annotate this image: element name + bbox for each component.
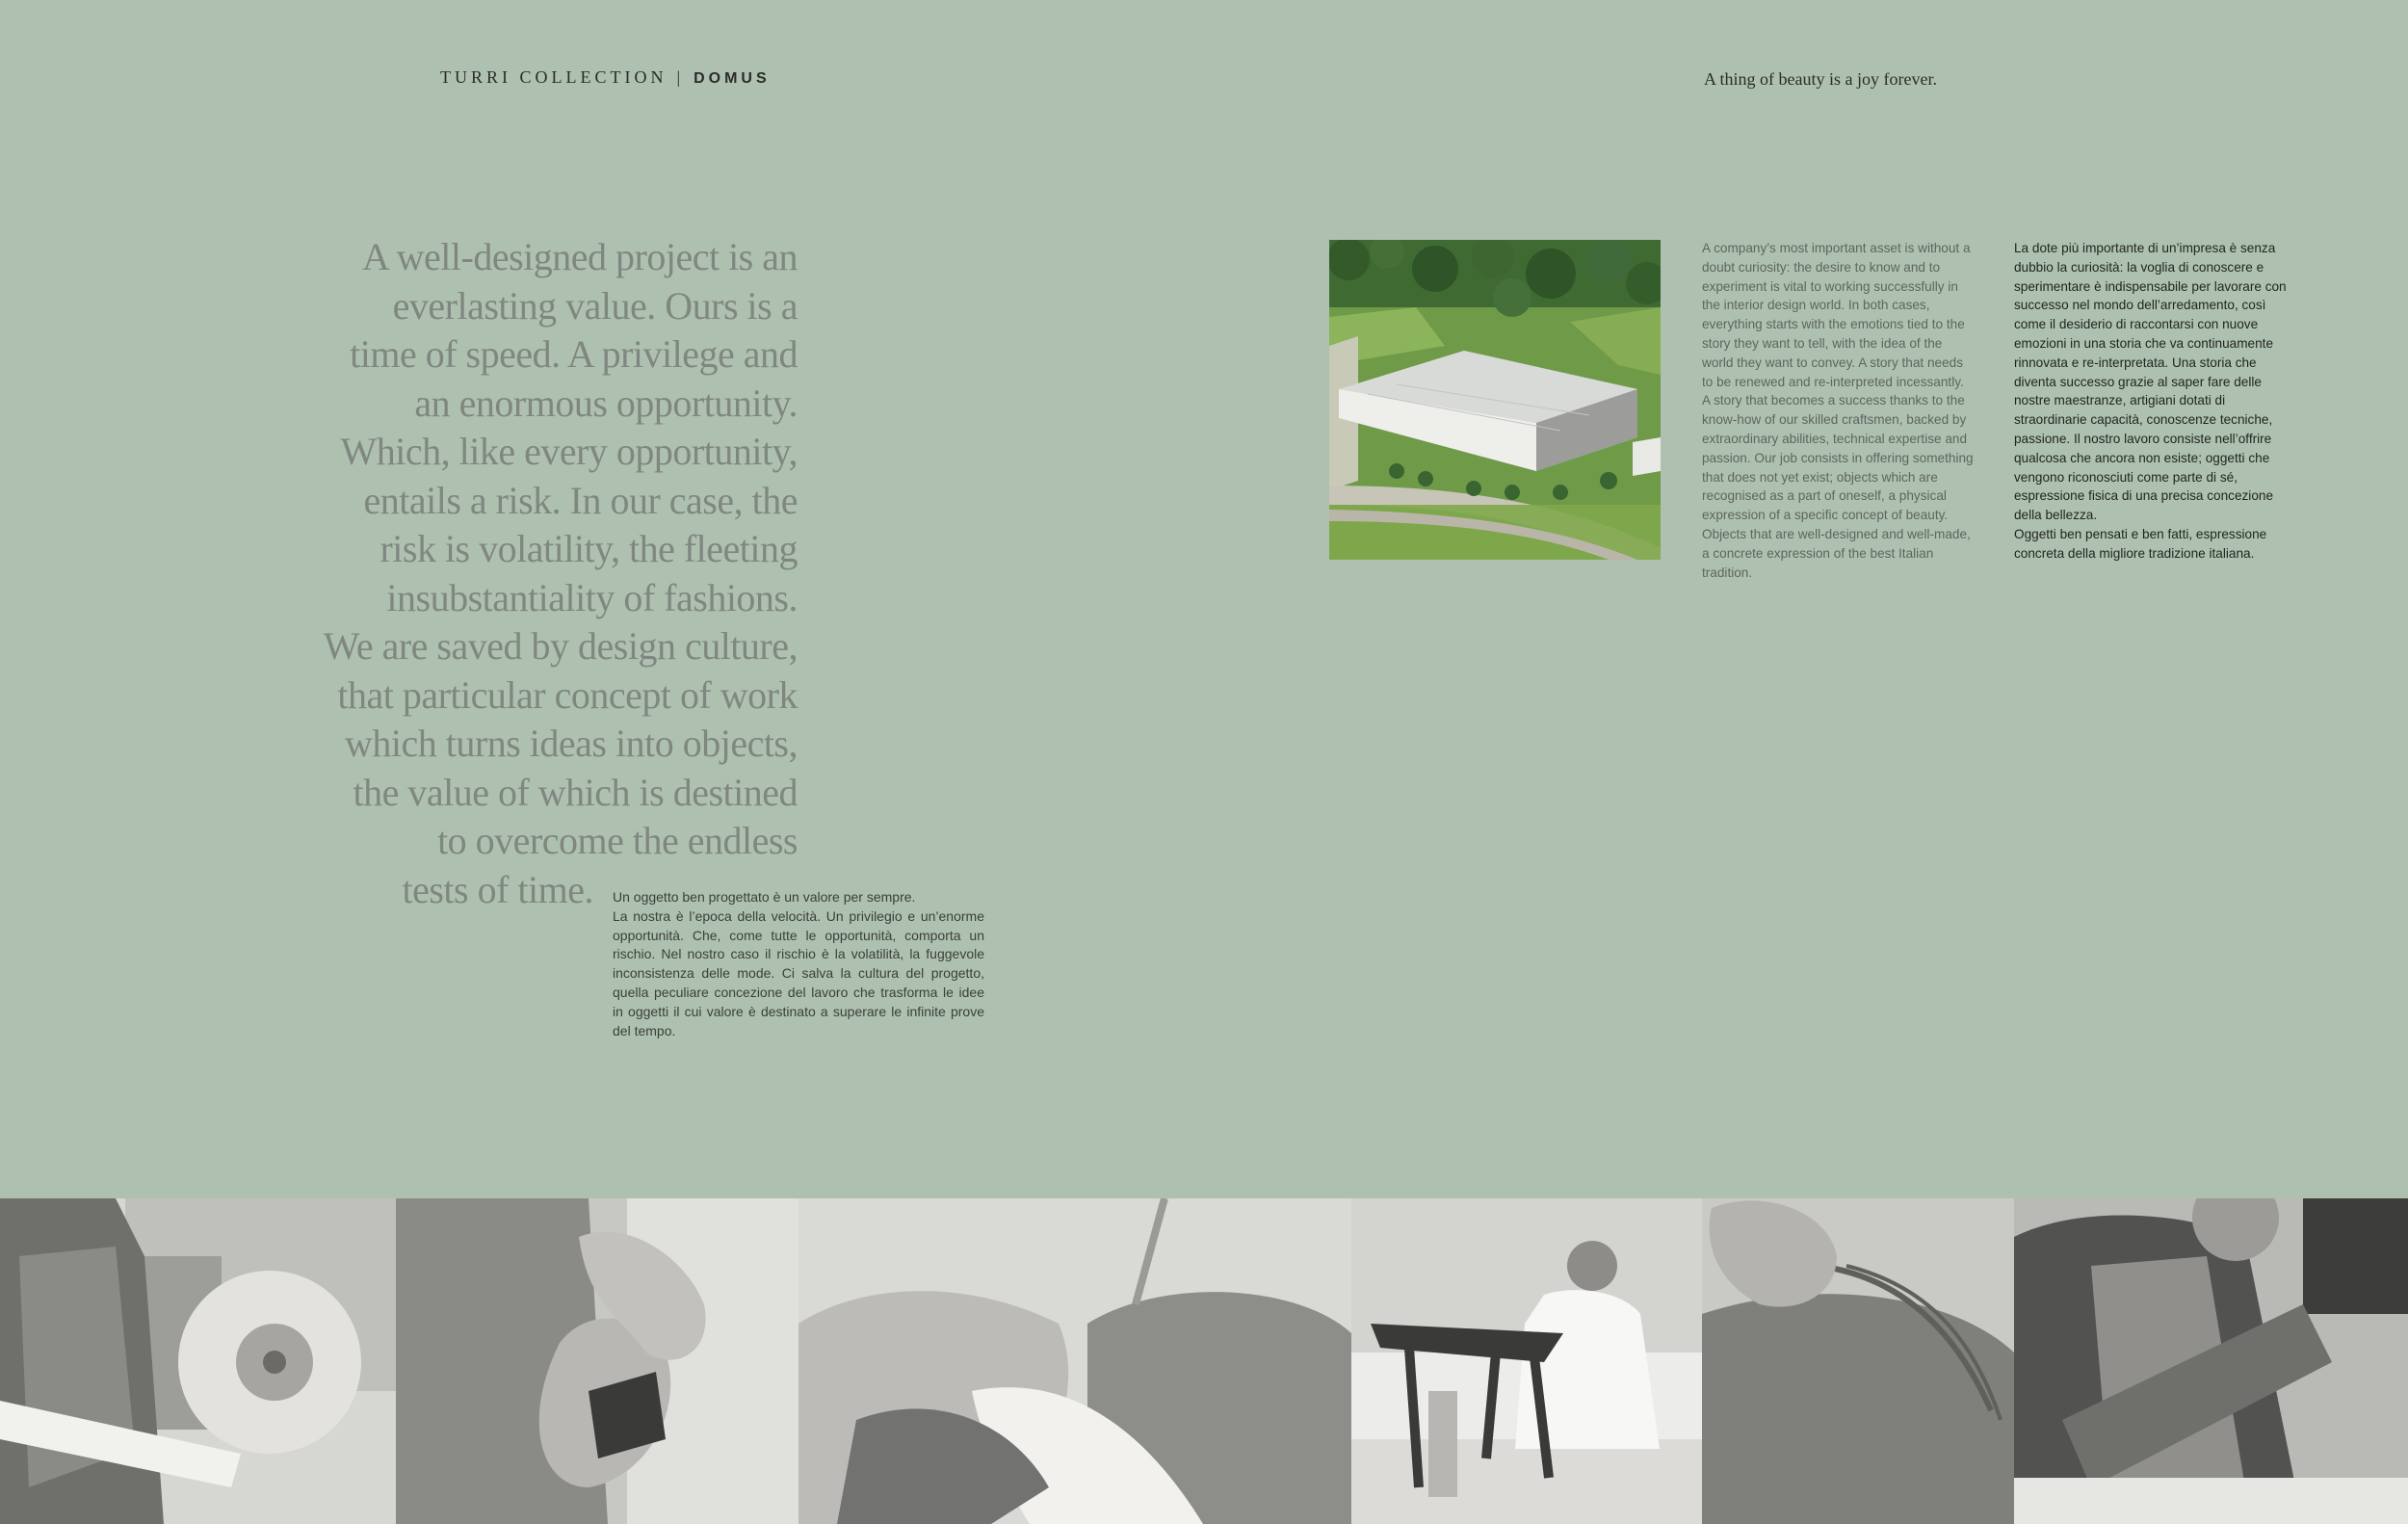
aerial-factory-photo: [1329, 240, 1661, 560]
italian-quote-body: La nostra è l’epoca della velocità. Un privilegio e un’enorme opportunità. Che, come tutte le opportunità, comporta un rischio. Nel nostro caso il rischio è la volatilità, la fuggevole inconsistenza delle mode. Ci salva la cultura del progetto, quella peculiare concezione del lavoro che trasforma le idee in oggetti il cui valore è destinato a superare le infinite prove del tempo.: [613, 907, 984, 1038]
quote-line: tests of time.: [402, 867, 593, 911]
collection-name: DOMUS: [694, 70, 771, 87]
quote-line: which turns ideas into objects,: [345, 722, 798, 765]
quote-line: an enormous opportunity.: [414, 381, 798, 425]
quote-line: time of speed. A privilege and: [350, 332, 798, 376]
quote-line: Which, like every opportunity,: [340, 430, 798, 473]
quote-line: to overcome the endless: [437, 819, 798, 862]
quote-line: entails a risk. In our case, the: [363, 478, 798, 522]
english-paragraph: Objects that are well-designed and well-made, a concrete expression of the best Italian tradition.: [1702, 526, 1971, 580]
upholstery-photo: [798, 1198, 1351, 1524]
hands-leather-photo: [396, 1198, 798, 1524]
hands-seat-photo: [1702, 1198, 2014, 1524]
brand-separator: |: [676, 67, 685, 87]
english-paragraph: A company’s most important asset is without a doubt curiosity: the desire to know and to experiment is vital to working successfully in the interior design world. In both cases, everything starts with the emotions tied to the story they want to tell, with the idea of the world they want to convey. A story that needs to be renewed and re-interpreted incessantly. A story that becomes a success thanks to the know-how of our skilled craftsmen, backed by extraordinary abilities, technical expertise and passion. Our job consists in offering something that does not yet exist; objects which are recognised as a part of oneself, a physical expression of a specific concept of beauty.: [1702, 241, 1974, 523]
quote-line: that particular concept of work: [337, 672, 798, 717]
quote-line: the value of which is destined: [353, 770, 798, 814]
italian-quote-heading: Un oggetto ben progettato è un valore per sempre.: [613, 889, 916, 905]
italian-paragraph: La dote più importante di un’impresa è senza dubbio la curiosità: la voglia di conoscere e sperimentare è indispensabile per lavorare con successo nel mondo dell’arredamento, così come il desiderio di raccontarsi con nuove emozioni in una storia che va continuamente rinnovata e re-interpretata. Una storia che diventa successo grazie al saper fare delle nostre maestranze, artigiani dotati di straordinarie capacità, conoscenze tecniche, passione. Il nostro lavoro consiste nell’offrire qualcosa che ancora non esiste; oggetti che vengono riconosciuti come parte di sé, espressione fisica di una precisa concezione della bellezza.: [2014, 241, 2287, 523]
italian-quote: [613, 888, 984, 1040]
craftsman-cutting-photo: [0, 1198, 396, 1524]
quote-line: A well-designed project is an: [361, 235, 798, 278]
italian-text: [2014, 239, 2289, 564]
english-text: [1702, 239, 1974, 582]
quote-line: risk is volatility, the fleeting: [380, 527, 798, 570]
factory-aerial-image: [1329, 240, 1661, 560]
craftsman-table-photo: [1351, 1198, 1702, 1524]
quote-line: everlasting value. Ours is a: [392, 283, 798, 328]
pull-quote: [289, 233, 798, 914]
brand-name: TURRI COLLECTION: [440, 67, 667, 87]
quote-line: insubstantiality of fashions.: [386, 575, 798, 619]
italian-paragraph: Oggetti ben pensati e ben fatti, espressione concreta della migliore tradizione italiana.: [2014, 526, 2267, 561]
brand-header: [440, 67, 771, 88]
photo-strip: [0, 1198, 2408, 1524]
quote-line: We are saved by design culture,: [323, 624, 798, 668]
craftsman-scissors-photo: [2014, 1198, 2408, 1524]
tagline: A thing of beauty is a joy forever.: [1704, 69, 1937, 89]
